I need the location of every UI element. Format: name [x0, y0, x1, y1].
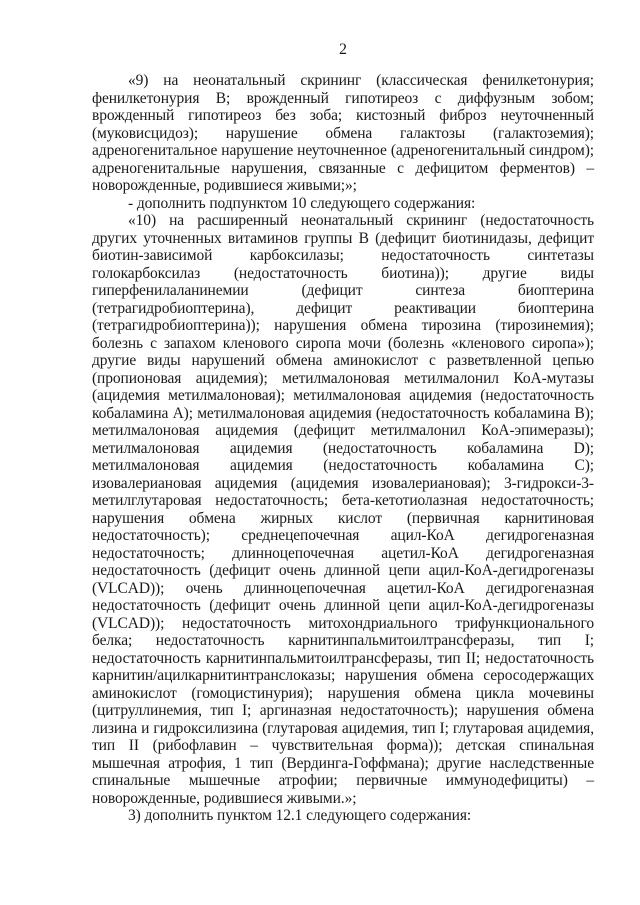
paragraph-subitem-10: «10) на расширенный неонатальный скрининг (недостаточность других уточненных витаминов группы B (дефицит биотинидазы, дефицит биотин-зависимой карбоксилазы; недостаточность синтетазы голокарбоксилаз (недостаточность биотина)); другие виды гиперфенилаланинемии (дефицит синтеза биоптерина (тетрагидробиоптерина), дефицит реактивации биоптерина (тетрагидробиоптерина)); нарушения обмена тирозина (тирозинемия); болезнь с запахом кленового сиропа мочи (болезнь «кленового сиропа»); другие виды нарушений обмена аминокислот с разветвленной цепью (пропионовая ацидемия); метилмалоновая метилмалонил КоА-мутазы (ацидемия метилмалоновая); метилмалоновая ацидемия (недостаточность кобаламина А); метилмалоновая ацидемия (недостаточность кобаламина B); метилмалоновая ацидемия (дефицит метилмалонил КоА-эпимеразы); метилмалоновая ацидемия (недостаточность кобаламина D); метилмалоновая ацидемия (недостаточность кобаламина C); изовалериановая ацидемия (ацидемия изовалериановая); 3-гидрокси-3-метилглутаровая недостаточность; бета-кетотиолазная недостаточность; нарушения обмена жирных кислот (первичная карнитиновая недостаточность); среднецепочечная ацил-КоА дегидрогеназная недостаточность; длинноцепочечная ацетил-КоА дегидрогеназная недостаточность (дефицит очень длинной цепи ацил-КоА-дегидрогеназы (VLCAD)); очень длинноцепочечная ацетил-КоА дегидрогеназная недостаточность (дефицит очень длинной цепи ацил-КоА-дегидрогеназы (VLCAD)); недостаточность митохондриального трифункционального белка; недостаточность карнитинпальмитоилтрансферазы, тип I; недостаточность карнитинпальмитоилтрансферазы, тип II; недостаточность карнитин/ацилкарнитинтранслоказы; нарушения обмена серосодержащих аминокислот (гомоцистинурия); нарушения обмена цикла мочевины (цитруллинемия, тип I; аргиназная недостаточность); нарушения обмена лизина и гидроксилизина (глутаровая ацидемия, тип I; глутаровая ацидемия, тип II (рибофлавин – чувствительная форма)); детская спинальная мышечная атрофия, 1 тип (Вердинга-Гоффмана); другие наследственные спинальные мышечные атрофии; первичные иммунодефициты) – новорожденные, родившиеся живыми.»;: [92, 212, 594, 807]
paragraph-add-subitem-10: - дополнить подпунктом 10 следующего содержания:: [128, 194, 476, 212]
paragraph-add-item-12-1: 3) дополнить пунктом 12.1 следующего содержания:: [128, 807, 472, 824]
page-number: 2: [339, 41, 347, 58]
paragraph-subitem-9: «9) на неонатальный скрининг (классическая фенилкетонурия; фенилкетонурия B; врожденный гипотиреоз с диффузным зобом; врожденный гипотиреоз без зоба; кистозный фиброз неуточненный (муковисцидоз); нарушение обмена галактозы (галактоземия); адреногенитальное нарушение неуточненное (адреногенитальный синдром); адреногенитальные нарушения, связанные с дефицитом ферментов) – новорожденные, родившиеся живыми;»;: [92, 72, 594, 194]
document-page: [92, 40, 594, 825]
